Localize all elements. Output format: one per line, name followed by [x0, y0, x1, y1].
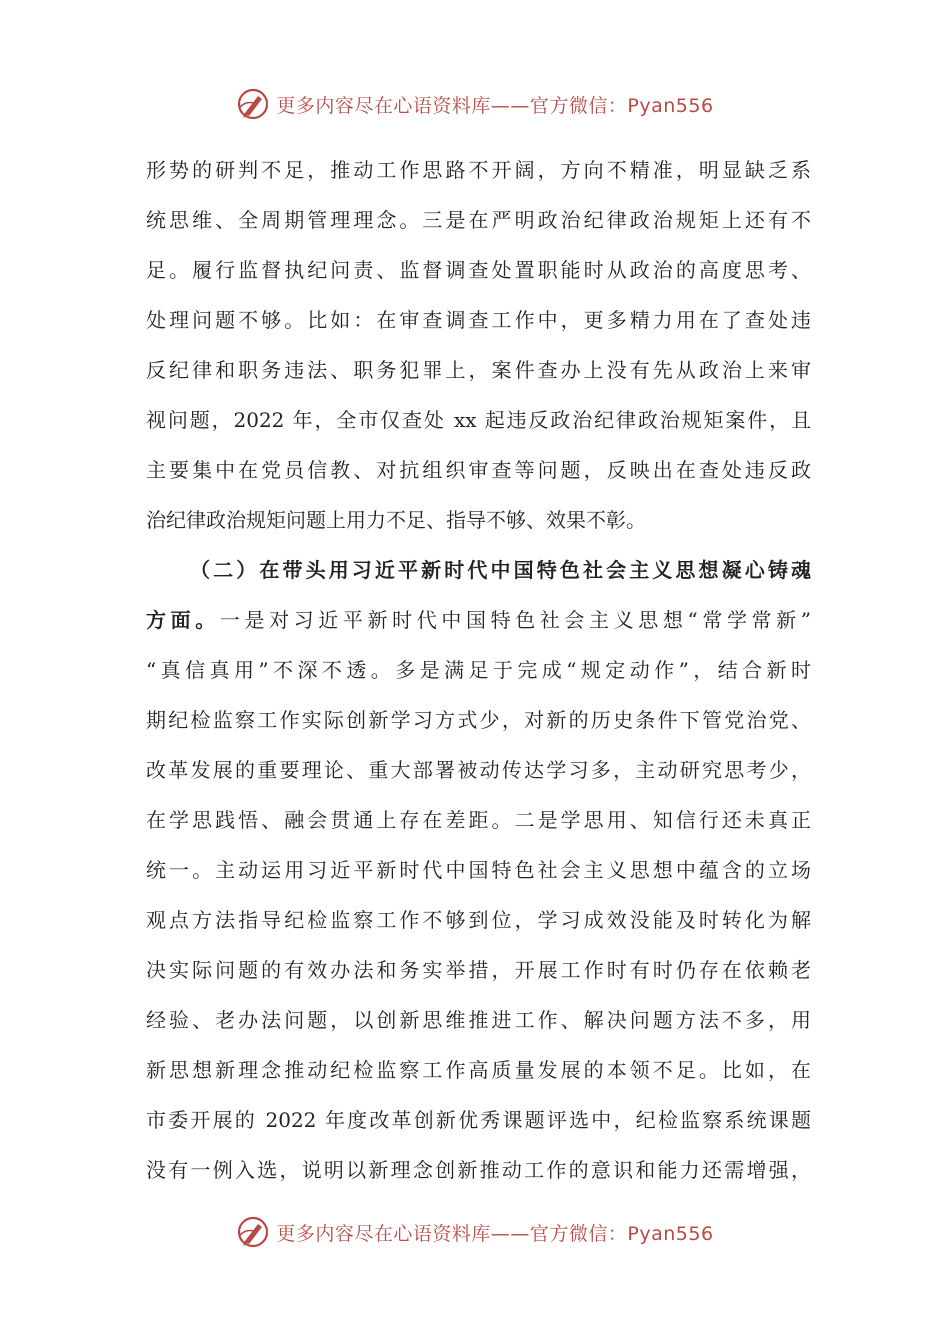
text-line [146, 599, 811, 649]
text-line [146, 399, 811, 449]
pen-logo-icon [236, 1215, 270, 1249]
text-segment: 市委开展的 2022 年度改革创新优秀课题评选中，纪检监察系统课题 [146, 1108, 811, 1132]
text-line [146, 649, 811, 699]
banner-text: 更多内容尽在心语资料库——官方微信：Pyan556 [276, 94, 714, 117]
text-segment: 处理问题不够。比如：在审查调查工作中，更多精力用在了查处违 [146, 308, 811, 332]
footer-banner [0, 1212, 950, 1252]
text-line [146, 349, 811, 399]
text-segment: 反纪律和职务违法、职务犯罪上，案件查办上没有先从政治上来审 [146, 358, 811, 382]
text-segment: 决实际问题的有效办法和务实举措，开展工作时有时仍存在依赖老 [146, 958, 811, 982]
text-line [146, 1149, 811, 1199]
bold-text-segment: （二）在带头用习近平新时代中国特色社会主义思想凝心铸魂 [190, 558, 811, 582]
text-line [146, 949, 811, 999]
bold-text-segment: 方面。 [146, 608, 220, 632]
text-segment: 新思想新理念推动纪检监察工作高质量发展的本领不足。比如，在 [146, 1058, 811, 1082]
text-line [146, 749, 811, 799]
text-line [146, 499, 811, 549]
text-line [146, 199, 811, 249]
text-line [146, 699, 811, 749]
text-segment: 治纪律政治规矩问题上用力不足、指导不够、效果不彰。 [146, 508, 646, 532]
text-segment: 在学思践悟、融会贯通上存在差距。二是学思用、知信行还未真正 [146, 808, 811, 832]
text-line [146, 249, 811, 299]
text-line [146, 449, 811, 499]
text-line [146, 1049, 811, 1099]
text-line [146, 799, 811, 849]
text-line [146, 849, 811, 899]
text-line [146, 899, 811, 949]
text-segment: 统思维、全周期管理理念。三是在严明政治纪律政治规矩上还有不 [146, 208, 811, 232]
text-segment: 形势的研判不足，推动工作思路不开阔，方向不精准，明显缺乏系 [146, 158, 811, 182]
pen-logo-icon [236, 87, 270, 121]
text-segment: “真信真用”不深不透。多是满足于完成“规定动作”，结合新时 [146, 658, 811, 682]
text-segment: 没有一例入选，说明以新理念创新推动工作的意识和能力还需增强， [146, 1158, 811, 1182]
text-segment: 经验、老办法问题，以创新思维推进工作、解决问题方法不多，用 [146, 1008, 811, 1032]
text-line [146, 549, 811, 599]
text-segment: 视问题，2022 年，全市仅查处 xx 起违反政治纪律政治规矩案件，且 [146, 408, 811, 432]
banner-text: 更多内容尽在心语资料库——官方微信：Pyan556 [276, 1222, 714, 1245]
document-body [146, 149, 811, 1199]
text-segment: 一是对习近平新时代中国特色社会主义思想“常学常新” [219, 608, 812, 632]
text-segment: 改革发展的重要理论、重大部署被动传达学习多，主动研究思考少， [146, 758, 811, 782]
text-line [146, 149, 811, 199]
text-line [146, 999, 811, 1049]
text-line [146, 299, 811, 349]
text-segment: 统一。主动运用习近平新时代中国特色社会主义思想中蕴含的立场 [146, 858, 811, 882]
header-banner [0, 84, 950, 124]
text-segment: 主要集中在党员信教、对抗组织审查等问题，反映出在查处违反政 [146, 458, 811, 482]
text-segment: 期纪检监察工作实际创新学习方式少，对新的历史条件下管党治党、 [146, 708, 811, 732]
text-segment: 观点方法指导纪检监察工作不够到位，学习成效没能及时转化为解 [146, 908, 811, 932]
text-line [146, 1099, 811, 1149]
text-segment: 足。履行监督执纪问责、监督调查处置职能时从政治的高度思考、 [146, 258, 811, 282]
